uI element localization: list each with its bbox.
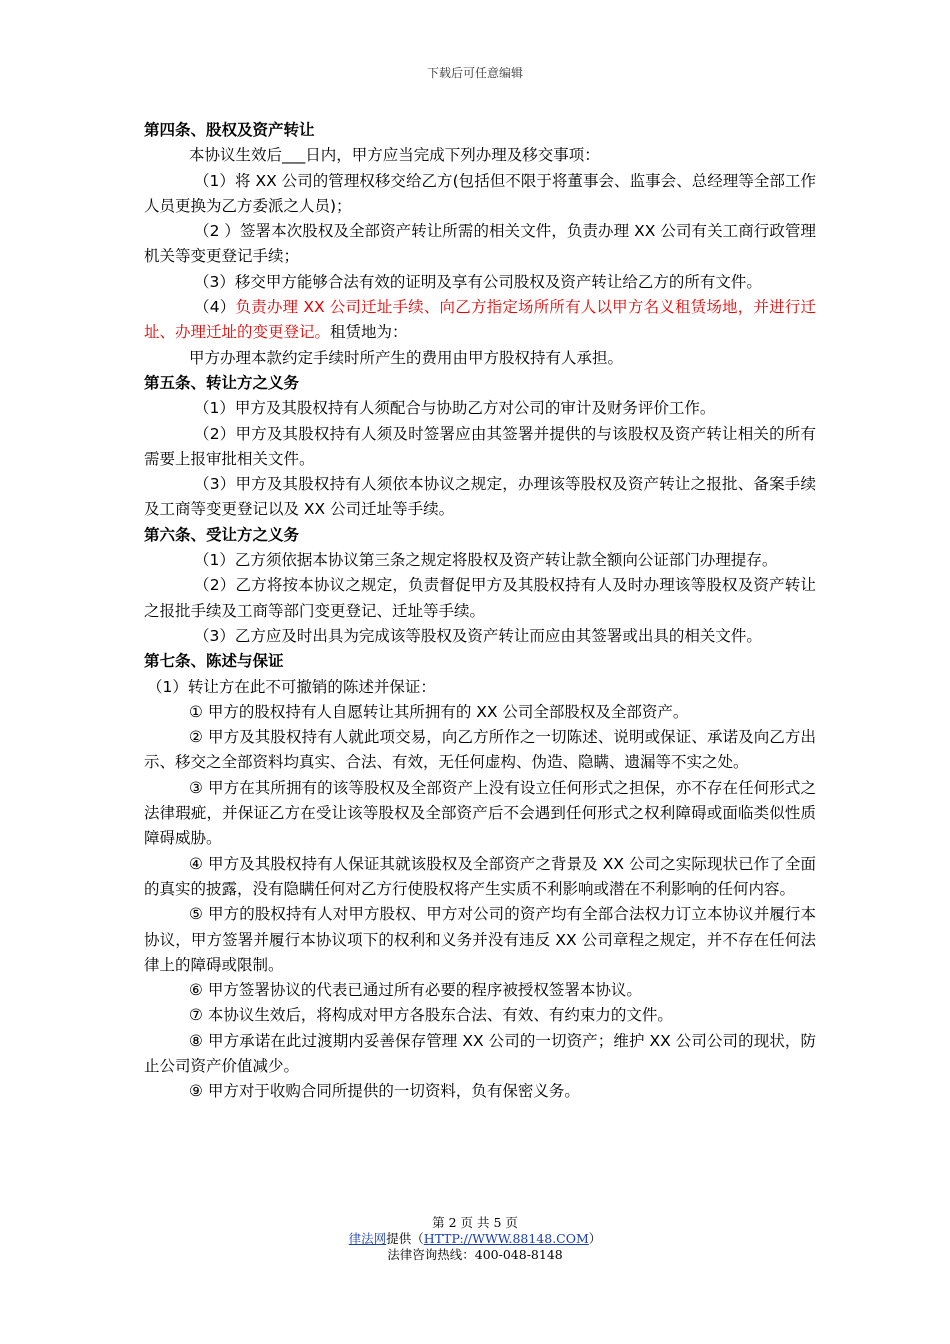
article5-item1: （1）甲方及其股权持有人须配合与协助乙方对公司的审计及财务评价工作。: [194, 399, 716, 418]
article7-title: 第七条、陈述与保证: [144, 652, 284, 671]
article7-clause9: ⑨ 甲方对于收购合同所提供的一切资料，负有保密义务。: [189, 1082, 580, 1101]
article7-clause3: ③ 甲方在其所拥有的该等股权及全部资产上没有设立任何形式之担保，亦不存在任何形式之法律瑕疵，并保证乙方在受让该等股权及全部资产后不会遇到任何形式之权利障碍或面临类似性质障碍威胁。: [144, 778, 816, 848]
page-number: 第 2 页 共 5 页: [432, 1215, 518, 1230]
article7-clause2: ② 甲方及其股权持有人就此项交易，向乙方所作之一切陈述、说明或保证、承诺及向乙方出示、移交之全部资料均真实、合法、有效，无任何虚构、伪造、隐瞒、遗漏等不实之处。: [144, 728, 816, 772]
article4-item2: （2 ）签署本次股权及全部资产转让所需的相关文件，负责办理 XX 公司有关工商行政管理机关等变更登记手续；: [144, 222, 816, 266]
page-header: 下载后可任意编辑: [426, 66, 523, 80]
page-footer: [0, 1215, 950, 1263]
article7-clause6: ⑥ 甲方签署协议的代表已通过所有必要的程序被授权签署本协议。: [189, 981, 642, 1000]
article4-intro: 本协议生效后___日内，甲方应当完成下列办理及移交事项：: [189, 146, 600, 165]
provider-line: [0, 1231, 950, 1247]
article4-title: 第四条、股权及资产转让: [144, 121, 315, 139]
article7-clause4: ④ 甲方及其股权持有人保证其就该股权及全部资产之背景及 XX 公司之实际现状已作了全面的真实的披露，没有隐瞒任何对乙方行使股权将产生实质不利影响或潜在不利影响的任何内容。: [144, 854, 816, 898]
provider-name-link[interactable]: 律法网: [348, 1231, 387, 1246]
provider-close: ）: [588, 1231, 602, 1246]
article5-item3: （3）甲方及其股权持有人须依本协议之规定，办理该等股权及资产转让之报批、备案手续及工商等变更登记以及 XX 公司迁址等手续。: [144, 475, 816, 519]
hotline: 法律咨询热线：400-048-8148: [387, 1247, 563, 1262]
article5-title: 第五条、转让方之义务: [144, 373, 300, 392]
article4-item4: [144, 295, 816, 346]
article4-item4-suffix: 租赁地为：: [330, 323, 408, 342]
article4-item1: （1）将 XX 公司的管理权移交给乙方(包括但不限于将董事会、监事会、总经理等全部工作人员更换为乙方委派之人员)；: [144, 171, 816, 215]
article7-clause7: ⑦ 本协议生效后，将构成对甲方各股东合法、有效、有约束力的文件。: [189, 1006, 673, 1025]
article6-item1: （1）乙方须依据本协议第三条之规定将股权及资产转让款全额向公证部门办理提存。: [194, 551, 778, 570]
article5-item2: （2）甲方及其股权持有人须及时签署应由其签署并提供的与该股权及资产转让相关的所有需要上报审批相关文件。: [144, 424, 816, 468]
article4-item3: （3）移交甲方能够合法有效的证明及享有公司股权及资产转让给乙方的所有文件。: [194, 272, 762, 291]
article4-item4-highlight: 负责办理 XX 公司迁址手续、向乙方指定场所所有人以甲方名义租赁场地，并进行迁址、办理迁址的变更登记。: [144, 298, 816, 342]
provider-url-link[interactable]: HTTP://WWW.88148.COM: [423, 1231, 589, 1246]
document-body: [144, 118, 816, 1105]
article6-item2: （2）乙方将按本协议之规定，负责督促甲方及其股权持有人及时办理该等股权及资产转让之报批手续及工商等部门变更登记、迁址等手续。: [144, 576, 816, 620]
article7-clause8: ⑧ 甲方承诺在此过渡期内妥善保存管理 XX 公司的一切资产；维护 XX 公司公司的现状，防止公司资产价值减少。: [144, 1031, 816, 1075]
article7-clause5: ⑤ 甲方的股权持有人对甲方股权、甲方对公司的资产均有全部合法权力订立本协议并履行本协议，甲方签署并履行本协议项下的权利和义务并没有违反 XX 公司章程之规定，并不存在任何法律上的障碍或限制。: [144, 905, 816, 974]
article6-title: 第六条、受让方之义务: [144, 525, 300, 544]
article6-item3: （3）乙方应及时出具为完成该等股权及资产转让而应由其签署或出具的相关文件。: [194, 626, 762, 645]
article7-sub1: （1）转让方在此不可撤销的陈述并保证：: [147, 677, 436, 696]
article4-item4-prefix: （4）: [194, 298, 236, 317]
article4-fee: 甲方办理本款约定手续时所产生的费用由甲方股权持有人承担。: [189, 348, 624, 367]
article7-clause1: ① 甲方的股权持有人自愿转让其所拥有的 XX 公司全部股权及全部资产。: [189, 702, 689, 721]
provider-text: 提供（: [386, 1231, 424, 1246]
